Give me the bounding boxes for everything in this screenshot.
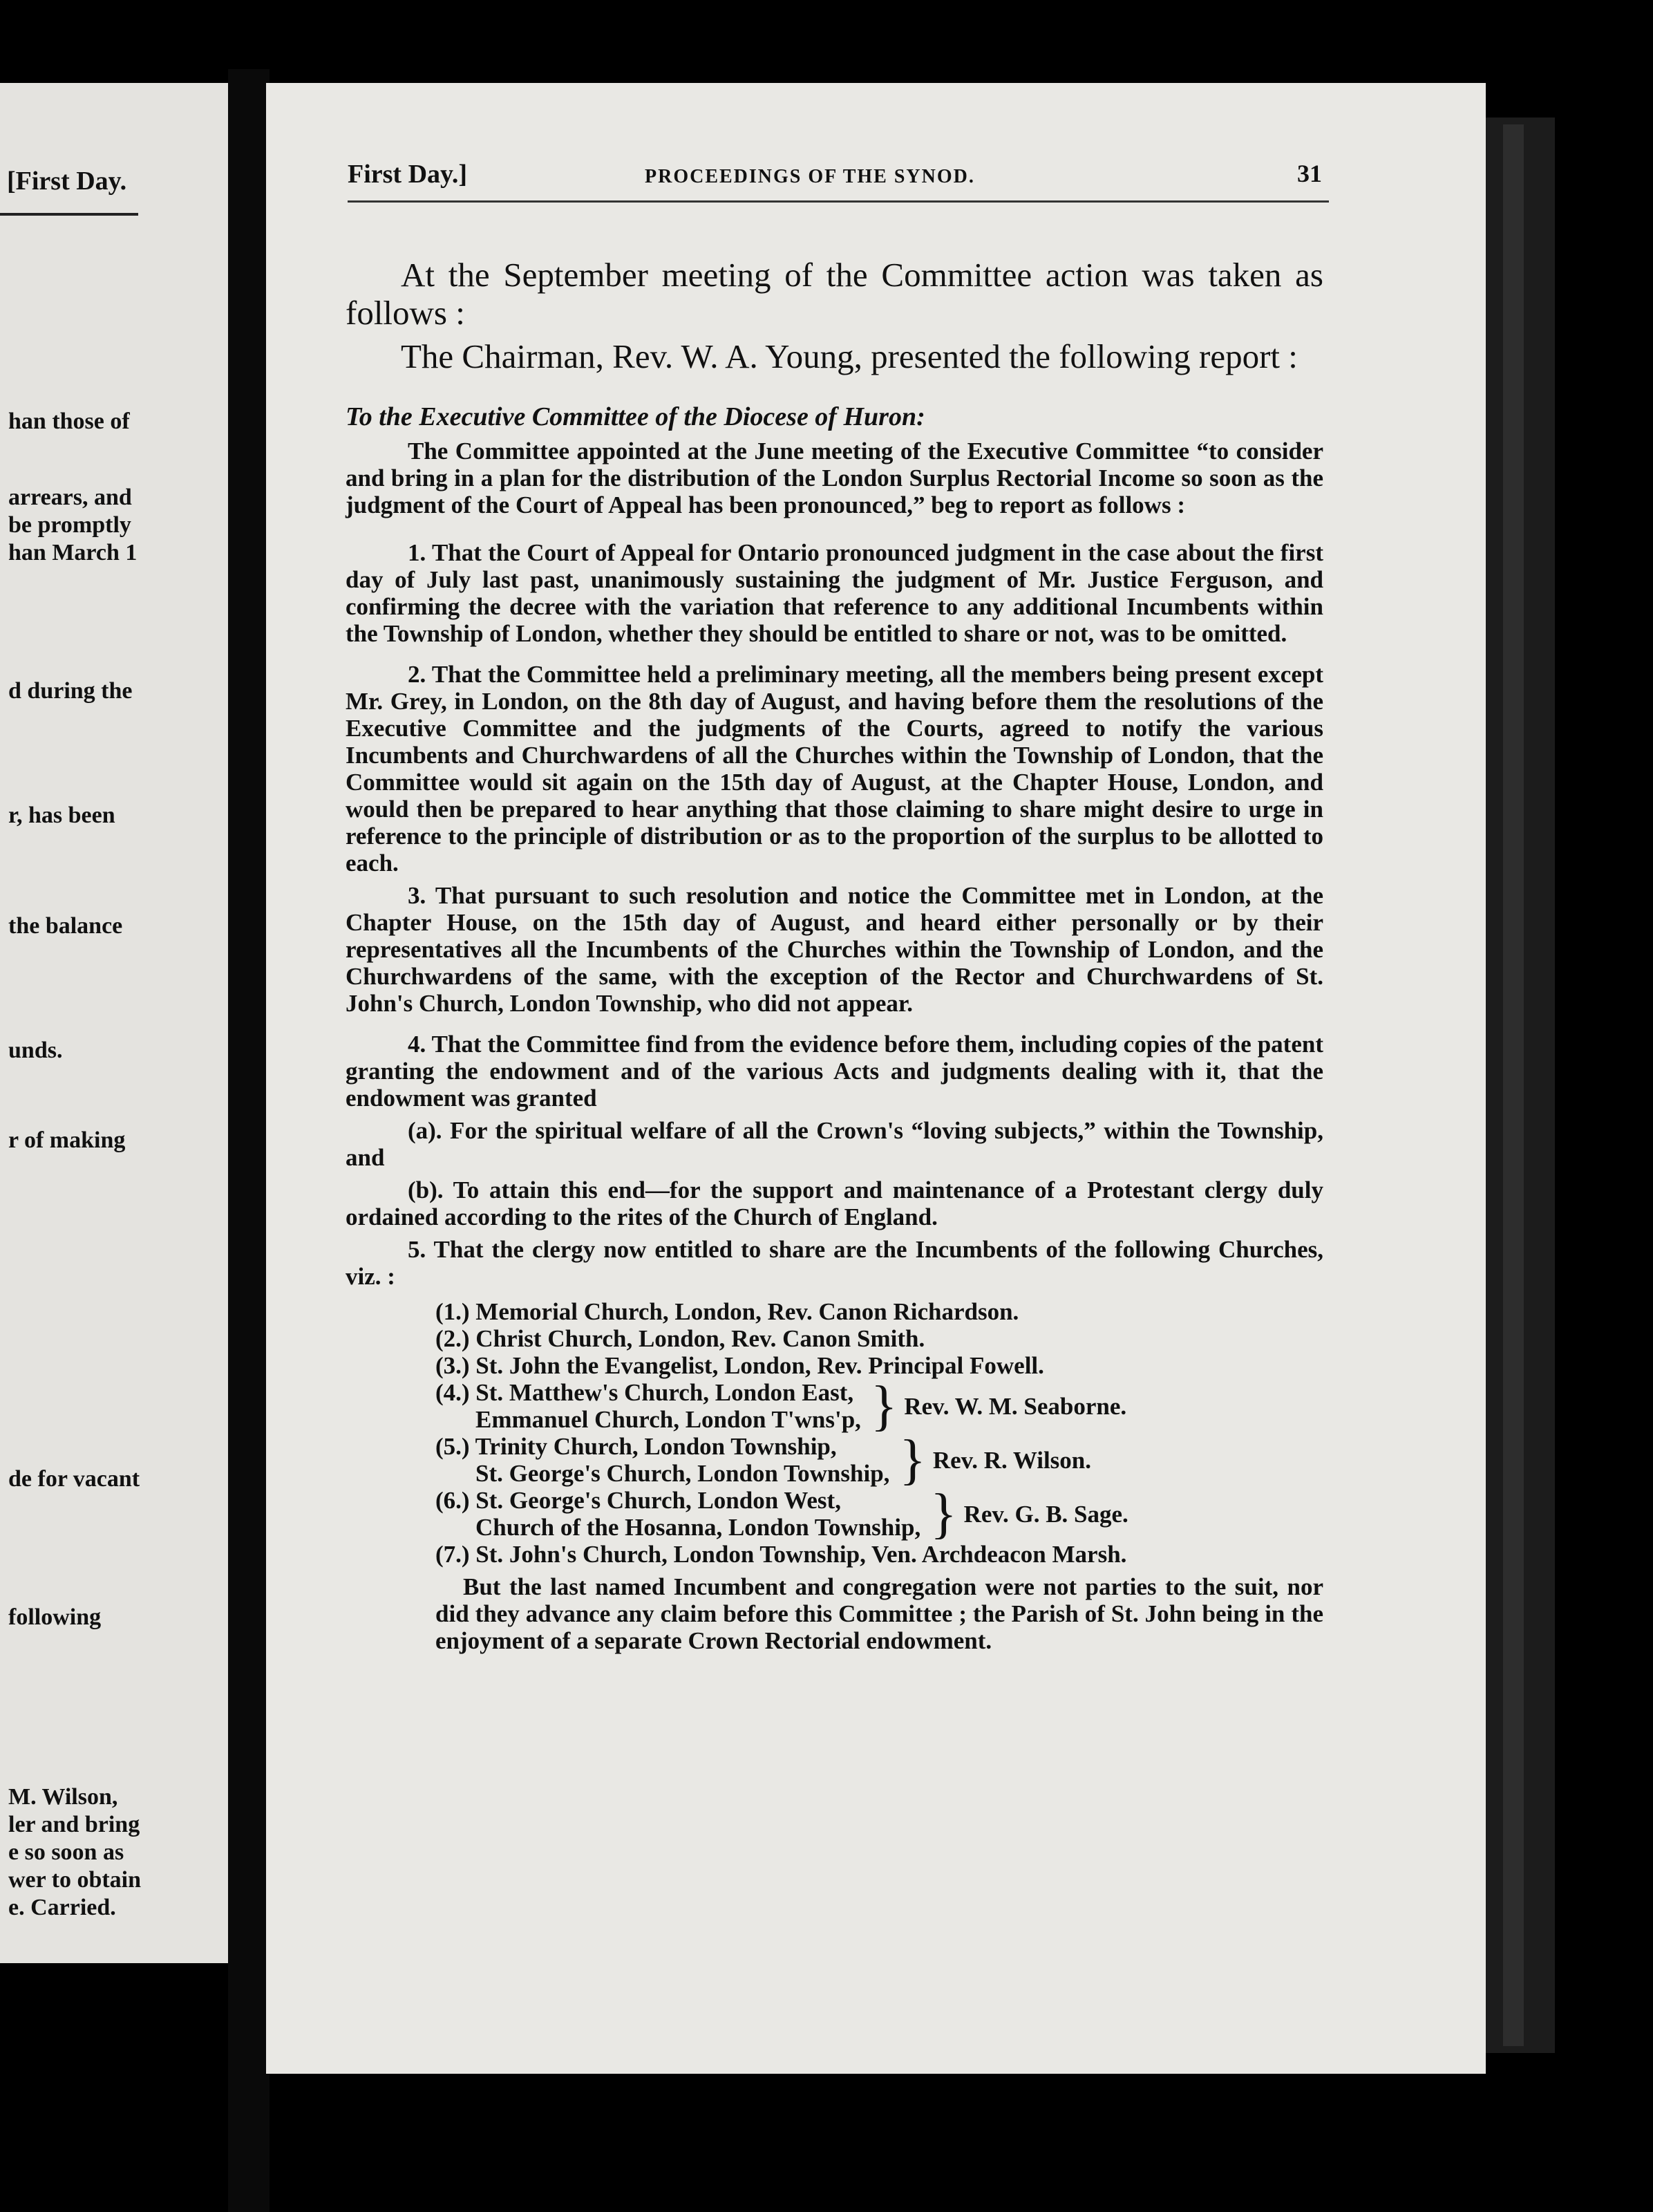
book-gutter <box>228 69 270 2212</box>
left-line: wer to obtain <box>8 1867 142 1893</box>
report-item: 1. That the Court of Appeal for Ontario pronounced judgment in the case about the first day of July last past, unanimously sustaining the judgment of Mr. Justice Ferguson, and confirming the decree with the variation that reference to any additional Incumbents within the Township of London, whether they should be entitled to share or not, was to be omitted. <box>346 539 1323 647</box>
left-line: e so soon as <box>8 1839 124 1865</box>
closing-note: But the last named Incumbent and congregation were not parties to the suit, nor did they advance any claim before this Committee ; the Parish of St. John being in the enjoyment of a separate Crown Rectorial endowment. <box>435 1573 1323 1654</box>
left-line: r of making <box>8 1127 126 1153</box>
report-item: 5. That the clergy now entitled to share are the Incumbents of the following Churches, viz. : <box>346 1236 1323 1290</box>
church-entry: (1.) Memorial Church, London, Rev. Canon Richardson. <box>435 1298 1019 1325</box>
report-heading: To the Executive Committee of the Diocese of Huron: <box>346 402 925 431</box>
left-line: following <box>8 1604 102 1630</box>
church-entry: Emmanuel Church, London T'wns'p, <box>475 1406 861 1433</box>
left-running-head: [First Day. <box>7 167 127 196</box>
report-subitem: (a). For the spiritual welfare of all the Crown's “loving subjects,” within the Township, and <box>346 1117 1323 1171</box>
left-line: ler and bring <box>8 1812 140 1837</box>
brace: } <box>930 1483 957 1544</box>
page-number: 31 <box>1297 160 1322 187</box>
running-head-left: First Day.] <box>348 160 468 189</box>
right-page <box>266 83 1486 2074</box>
left-line: r, has been <box>8 803 115 828</box>
church-entry: (4.) St. Matthew's Church, London East, <box>435 1379 854 1406</box>
left-line: unds. <box>8 1038 63 1063</box>
running-head <box>348 159 1322 195</box>
intro-paragraph: The Chairman, Rev. W. A. Young, presented the following report : <box>401 337 1298 375</box>
church-entry: (3.) St. John the Evangelist, London, Rev. Principal Fowell. <box>435 1352 1044 1379</box>
clergy-name: Rev. G. B. Sage. <box>963 1500 1128 1528</box>
left-line: han those of <box>8 409 130 434</box>
left-line: arrears, and <box>8 485 132 510</box>
report-item: 3. That pursuant to such resolution and notice the Committee met in London, at the Chapter House, on the 15th day of August, and heard either personally or by their representatives all the Incumbents of the Churches within the Township of London, and the Churchwardens of the same, with the exception of the Rector and Churchwardens of St. John's Church, London Township, who did not appear. <box>346 882 1323 1017</box>
running-head-title: PROCEEDINGS OF THE SYNOD. <box>645 166 975 187</box>
head-rule <box>348 200 1329 203</box>
left-page-fragment <box>0 83 228 1963</box>
left-line: han March 1 <box>8 540 138 565</box>
church-entry: (7.) St. John's Church, London Township, Ven. Archdeacon Marsh. <box>435 1541 1127 1568</box>
church-entry: St. George's Church, London Township, <box>475 1460 890 1487</box>
left-line: e. Carried. <box>8 1895 116 1920</box>
left-line: d during the <box>8 678 133 704</box>
left-line: the balance <box>8 913 123 939</box>
church-group <box>435 1430 1323 1490</box>
intro-paragraph: At the September meeting of the Committee action was taken as follows : <box>346 256 1323 332</box>
report-subitem: (b). To attain this end—for the support and maintenance of a Protestant clergy duly ordained according to the rites of the Church of England. <box>346 1177 1323 1230</box>
left-line: be promptly <box>8 512 131 538</box>
left-head-rule <box>0 213 138 216</box>
brace: } <box>899 1430 926 1490</box>
church-entry: (2.) Christ Church, London, Rev. Canon Smith. <box>435 1325 925 1352</box>
church-entry: (6.) St. George's Church, London West, <box>435 1487 841 1514</box>
left-line: de for vacant <box>8 1466 140 1492</box>
clergy-name: Rev. W. M. Seaborne. <box>904 1392 1127 1420</box>
church-list <box>435 1298 1323 1568</box>
church-entry: Church of the Hosanna, London Township, <box>475 1514 921 1541</box>
church-entry: (5.) Trinity Church, London Township, <box>435 1433 837 1460</box>
page-body <box>346 256 1323 1654</box>
book-edge-inner <box>1503 124 1524 2046</box>
church-group <box>435 1483 1323 1544</box>
clergy-name: Rev. R. Wilson. <box>932 1446 1092 1474</box>
left-line: M. Wilson, <box>8 1784 118 1810</box>
opening-paragraph: The Committee appointed at the June meeting of the Executive Committee “to consider and bring in a plan for the distribution of the London Surplus Rectorial Income so soon as the judgment of the Court of Appeal has been pronounced,” beg to report as follows : <box>346 438 1323 518</box>
brace: } <box>870 1376 898 1436</box>
report-item: 4. That the Committee find from the evidence before them, including copies of the patent granting the endowment and of the various Acts and judgments dealing with it, that the endowment was granted <box>346 1031 1323 1112</box>
report-item: 2. That the Committee held a preliminary meeting, all the members being present except Mr. Grey, in London, on the 8th day of August, and having before them the resolutions of the Executive Committee and the judgments of the Courts, agreed to notify the various Incumbents and Churchwardens of all the Churches within the Township of London, that the Committee would sit again on the 15th day of August, at the Chapter House, London, and would then be prepared to hear anything that those claiming to share might desire to urge in reference to the principle of distribution or as to the proportion of the surplus to be allotted to each. <box>346 661 1323 877</box>
church-group <box>435 1376 1323 1436</box>
